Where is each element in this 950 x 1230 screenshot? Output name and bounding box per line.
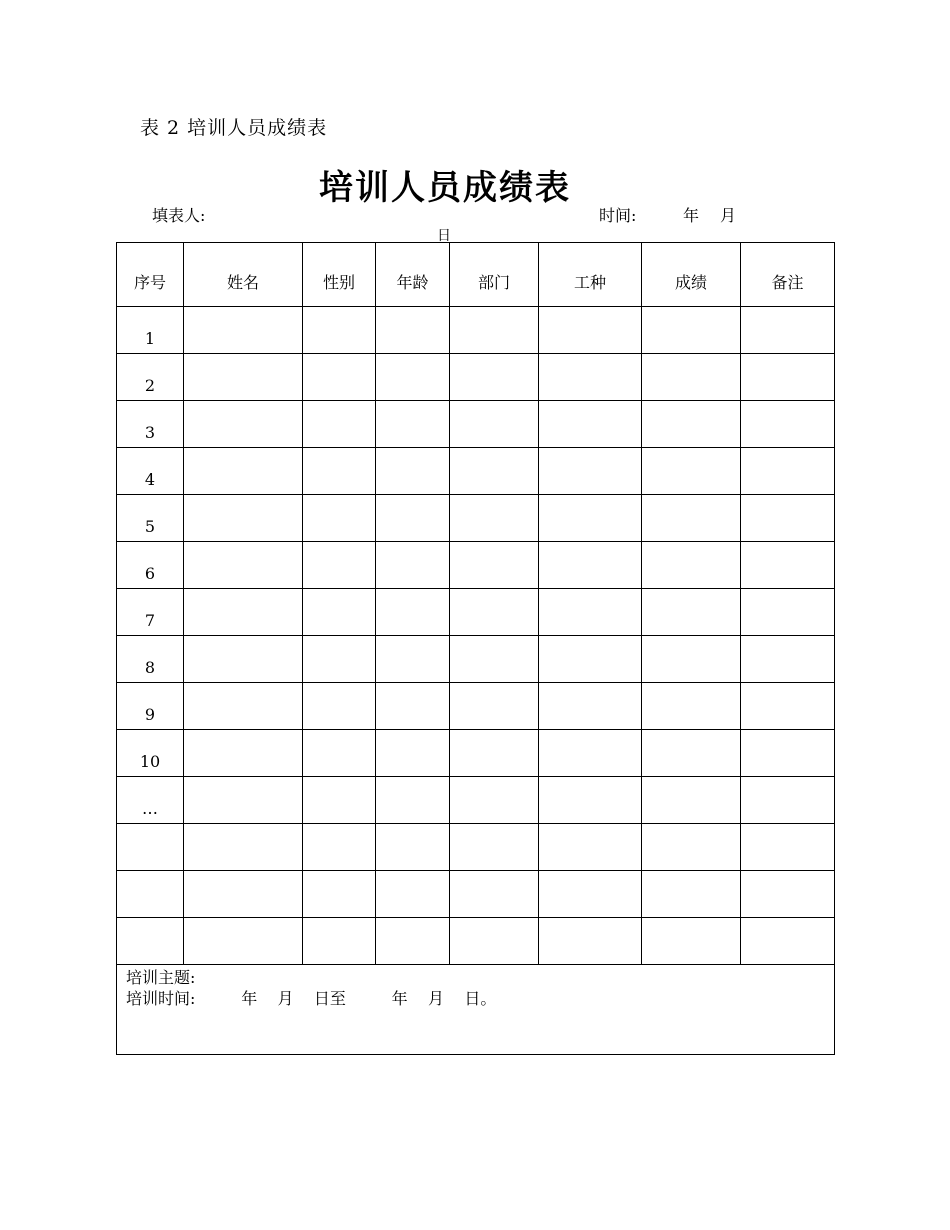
cell-gender xyxy=(303,542,376,589)
cell-score xyxy=(642,542,741,589)
page-title: 培训人员成绩表 xyxy=(319,168,571,208)
cell-age xyxy=(376,354,450,401)
table-row xyxy=(117,683,835,730)
cell-age xyxy=(376,307,450,354)
cell-department xyxy=(450,730,539,777)
cell-job-type xyxy=(539,401,642,448)
cell-job-type xyxy=(539,589,642,636)
cell-remarks xyxy=(741,589,835,636)
cell-age xyxy=(376,401,450,448)
row-index-cell: 7 xyxy=(117,589,184,636)
table-row xyxy=(117,589,835,636)
cell-name xyxy=(184,918,303,965)
cell-remarks xyxy=(741,824,835,871)
cell-remarks xyxy=(741,401,835,448)
cell-remarks xyxy=(741,354,835,401)
row-index-cell: 2 xyxy=(117,354,184,401)
cell-department xyxy=(450,589,539,636)
footer-cell xyxy=(117,965,835,1055)
table-row xyxy=(117,777,835,824)
row-index-cell: … xyxy=(117,777,184,824)
cell-remarks xyxy=(741,683,835,730)
row-index-cell xyxy=(117,824,184,871)
row-index-cell: 9 xyxy=(117,683,184,730)
cell-remarks xyxy=(741,871,835,918)
cell-score xyxy=(642,871,741,918)
cell-gender xyxy=(303,918,376,965)
table-row xyxy=(117,448,835,495)
cell-age xyxy=(376,589,450,636)
row-index-cell xyxy=(117,871,184,918)
table-row xyxy=(117,918,835,965)
cell-remarks xyxy=(741,730,835,777)
cell-score xyxy=(642,777,741,824)
cell-department xyxy=(450,777,539,824)
cell-name xyxy=(184,448,303,495)
training-topic-line xyxy=(126,967,834,988)
cell-department xyxy=(450,307,539,354)
cell-age xyxy=(376,636,450,683)
cell-name xyxy=(184,777,303,824)
time-label: 时间: xyxy=(599,206,637,225)
cell-job-type xyxy=(539,918,642,965)
cell-name xyxy=(184,354,303,401)
cell-job-type xyxy=(539,683,642,730)
cell-department xyxy=(450,448,539,495)
row-index-cell: 8 xyxy=(117,636,184,683)
cell-gender xyxy=(303,495,376,542)
cell-gender xyxy=(303,354,376,401)
header-index: 序号 xyxy=(117,243,184,307)
cell-age xyxy=(376,448,450,495)
row-index-cell: 4 xyxy=(117,448,184,495)
cell-remarks xyxy=(741,448,835,495)
cell-department xyxy=(450,636,539,683)
cell-gender xyxy=(303,683,376,730)
row-index-cell: 3 xyxy=(117,401,184,448)
table-caption: 表 2 培训人员成绩表 xyxy=(140,117,328,139)
cell-remarks xyxy=(741,542,835,589)
cell-name xyxy=(184,730,303,777)
row-index-cell: 6 xyxy=(117,542,184,589)
cell-score xyxy=(642,401,741,448)
cell-department xyxy=(450,354,539,401)
cell-job-type xyxy=(539,448,642,495)
cell-gender xyxy=(303,730,376,777)
header-gender: 性别 xyxy=(303,243,376,307)
cell-remarks xyxy=(741,918,835,965)
table-row xyxy=(117,542,835,589)
cell-age xyxy=(376,730,450,777)
cell-age xyxy=(376,495,450,542)
cell-score xyxy=(642,448,741,495)
cell-department xyxy=(450,824,539,871)
cell-gender xyxy=(303,307,376,354)
cell-job-type xyxy=(539,871,642,918)
table-row xyxy=(117,871,835,918)
table-row xyxy=(117,824,835,871)
training-topic-label: 培训主题: xyxy=(126,968,196,987)
cell-gender xyxy=(303,589,376,636)
cell-job-type xyxy=(539,824,642,871)
cell-department xyxy=(450,495,539,542)
cell-name xyxy=(184,401,303,448)
cell-gender xyxy=(303,636,376,683)
cell-job-type xyxy=(539,542,642,589)
cell-name xyxy=(184,495,303,542)
header-job-type: 工种 xyxy=(539,243,642,307)
header-name: 姓名 xyxy=(184,243,303,307)
cell-name xyxy=(184,589,303,636)
time-year-label: 年 xyxy=(683,206,700,225)
cell-remarks xyxy=(741,495,835,542)
score-table xyxy=(116,242,835,1055)
cell-gender xyxy=(303,401,376,448)
header-score: 成绩 xyxy=(642,243,741,307)
cell-department xyxy=(450,683,539,730)
row-index-cell: 5 xyxy=(117,495,184,542)
time-month-label: 月 xyxy=(720,206,737,225)
cell-score xyxy=(642,918,741,965)
cell-gender xyxy=(303,448,376,495)
footer-row xyxy=(117,965,835,1055)
cell-score xyxy=(642,354,741,401)
filler-label: 填表人: xyxy=(152,206,206,225)
cell-name xyxy=(184,871,303,918)
table-row xyxy=(117,730,835,777)
time-day-label: 日 xyxy=(437,228,451,244)
cell-score xyxy=(642,824,741,871)
cell-job-type xyxy=(539,495,642,542)
cell-job-type xyxy=(539,636,642,683)
cell-name xyxy=(184,542,303,589)
cell-department xyxy=(450,871,539,918)
cell-age xyxy=(376,683,450,730)
cell-score xyxy=(642,495,741,542)
cell-gender xyxy=(303,871,376,918)
cell-job-type xyxy=(539,777,642,824)
cell-name xyxy=(184,307,303,354)
cell-department xyxy=(450,401,539,448)
cell-score xyxy=(642,589,741,636)
row-index-cell: 1 xyxy=(117,307,184,354)
cell-remarks xyxy=(741,777,835,824)
cell-job-type xyxy=(539,354,642,401)
cell-age xyxy=(376,918,450,965)
cell-score xyxy=(642,636,741,683)
row-index-cell: 10 xyxy=(117,730,184,777)
header-age: 年龄 xyxy=(376,243,450,307)
table-row xyxy=(117,401,835,448)
cell-gender xyxy=(303,777,376,824)
cell-job-type xyxy=(539,730,642,777)
table-row xyxy=(117,307,835,354)
cell-age xyxy=(376,824,450,871)
training-period-label: 培训时间: xyxy=(126,989,196,1008)
row-index-cell xyxy=(117,918,184,965)
cell-score xyxy=(642,307,741,354)
cell-age xyxy=(376,542,450,589)
cell-score xyxy=(642,730,741,777)
table-row xyxy=(117,636,835,683)
cell-department xyxy=(450,918,539,965)
table-body xyxy=(117,307,835,965)
cell-name xyxy=(184,636,303,683)
training-period-text: 年 月 日至 年 月 日。 xyxy=(241,989,497,1008)
cell-age xyxy=(376,871,450,918)
training-period-line xyxy=(126,988,834,1009)
header-row xyxy=(117,243,835,307)
cell-gender xyxy=(303,824,376,871)
cell-department xyxy=(450,542,539,589)
cell-name xyxy=(184,824,303,871)
cell-score xyxy=(642,683,741,730)
cell-age xyxy=(376,777,450,824)
header-department: 部门 xyxy=(450,243,539,307)
cell-job-type xyxy=(539,307,642,354)
table-row xyxy=(117,354,835,401)
cell-remarks xyxy=(741,307,835,354)
header-remarks: 备注 xyxy=(741,243,835,307)
cell-remarks xyxy=(741,636,835,683)
cell-name xyxy=(184,683,303,730)
table-row xyxy=(117,495,835,542)
